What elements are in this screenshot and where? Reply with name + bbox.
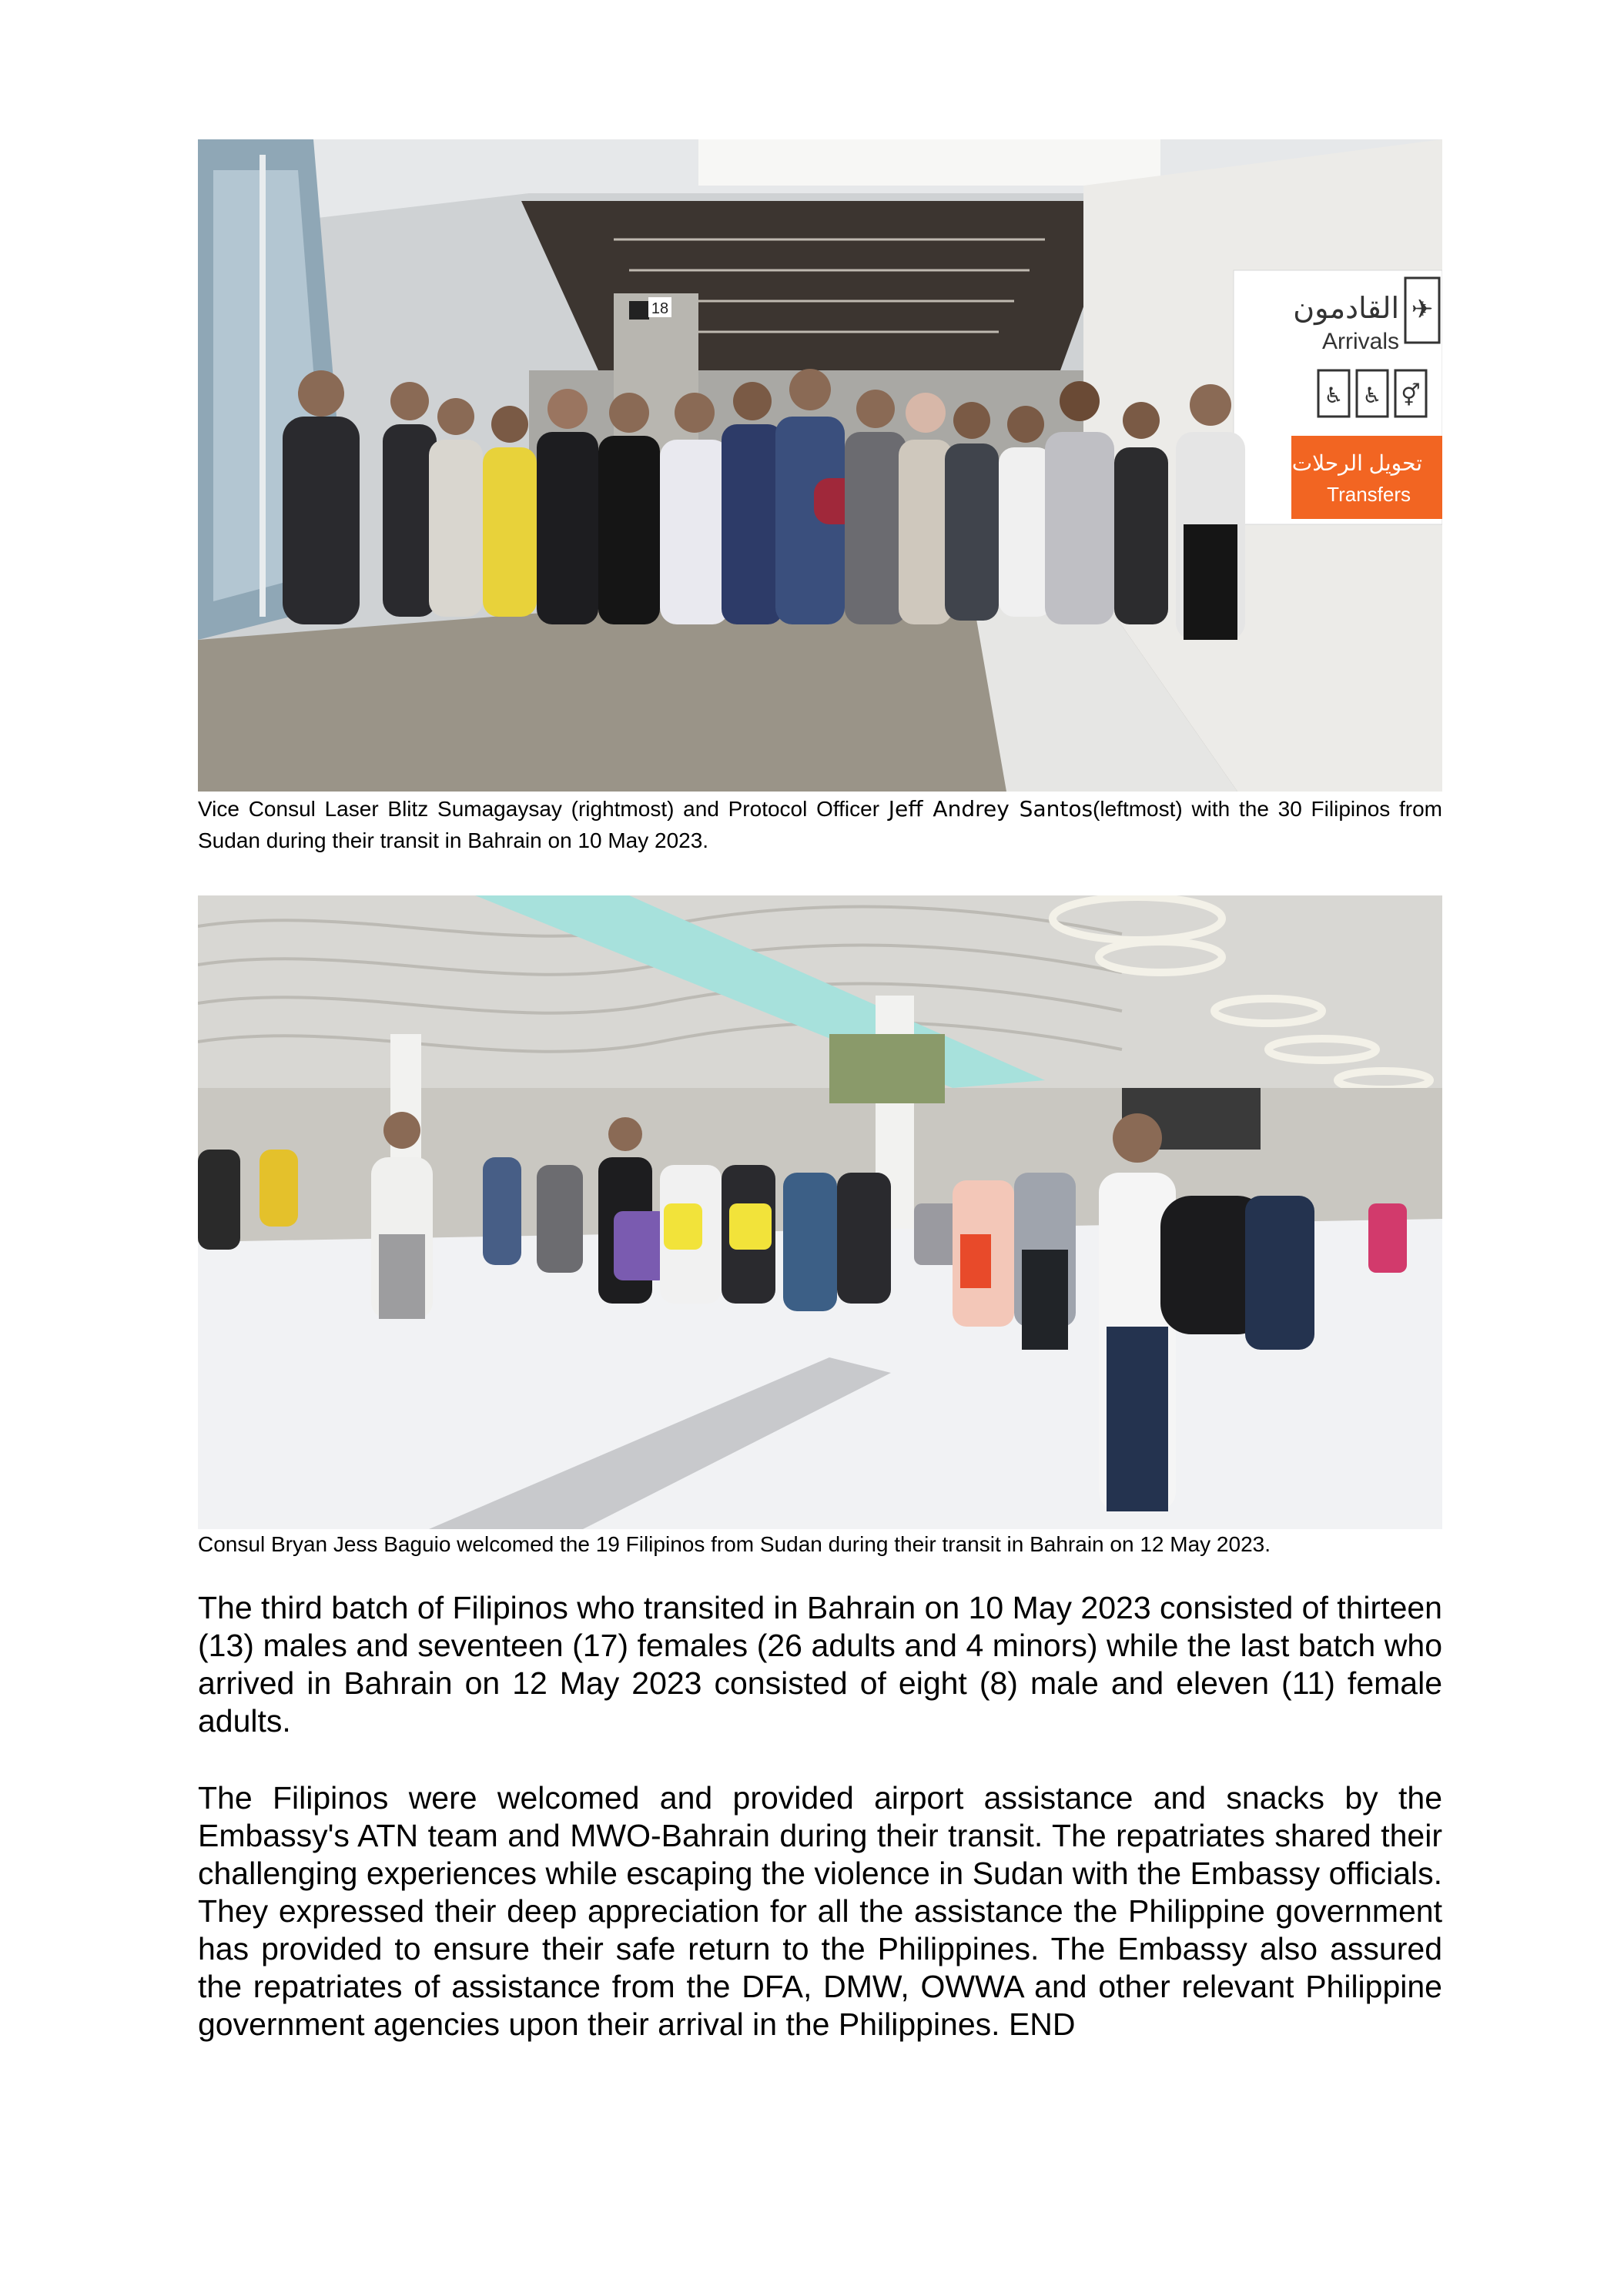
photo1-caption [198, 793, 1442, 856]
group-photo-12-may [198, 895, 1442, 1529]
caption1-name: Jeff Andrey Santos [888, 796, 1093, 822]
gate-number: 18 [651, 300, 669, 317]
group-photo-10-may [198, 139, 1442, 792]
caption1-part1: Vice Consul Laser Blitz Sumagaysay (rightmost) and Protocol Officer [198, 797, 889, 821]
body-paragraph-2: The Filipinos were welcomed and provided airport assistance and snacks by the Embassy's ATN team and MWO-Bahrain during their transit. The repatriates shared their challenging experiences while escaping the violence in Sudan with the Embassy officials. They expressed their deep appreciation for all the assistance the Philippine government has provided to ensure their safe return to the Philippines. The Embassy also assured the repatriates of assistance from the DFA, DMW, OWWA and other relevant Philippine government agencies upon their arrival in the Philippines. END [198, 1780, 1442, 2042]
svg-text:♿: ♿ [1324, 383, 1344, 407]
photo2-caption: Consul Bryan Jess Baguio welcomed the 19 Filipinos from Sudan during their transit in Bahrain on 12 May 2023. [198, 1532, 1271, 1556]
sign-transfers: Transfers [1327, 483, 1411, 506]
group-photo-10-may-illustration [198, 139, 1442, 792]
body-paragraph-1: The third batch of Filipinos who transited in Bahrain on 10 May 2023 consisted of thirteen (13) males and seventeen (17) females (26 adults and 4 minors) while the last batch who arrived in Bahrain on 12 May 2023 consisted of eight (8) male and eleven (11) female adults. [198, 1590, 1442, 1739]
sign-arabic-transfers: تحويل الرحلات [1291, 451, 1422, 475]
plane-landing-icon: ✈ [1411, 295, 1434, 324]
svg-text:♿: ♿ [1362, 383, 1382, 407]
svg-text:⚥: ⚥ [1401, 383, 1421, 407]
sign-arrivals: Arrivals [1321, 329, 1399, 354]
group-photo-12-may-illustration [198, 895, 1442, 1529]
sign-arabic-arrivals: القادمون [1293, 293, 1399, 325]
caption1-part2: (leftmost) with the 30 Filipinos from Sudan during their transit in Bahrain on 10 May 2023. [198, 797, 1443, 852]
